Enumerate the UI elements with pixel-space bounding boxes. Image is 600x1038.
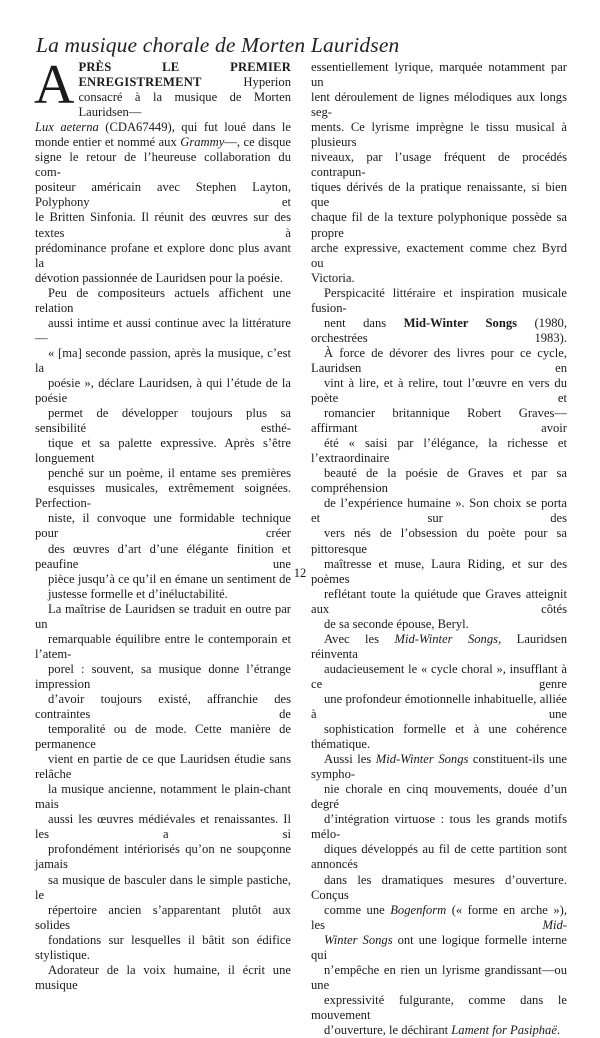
text-line: temporalité ou de mode. Cette manière de permanence bbox=[35, 722, 291, 752]
text-line: Victoria. bbox=[311, 270, 355, 285]
text-line: audacieusement le « cycle choral », insufflant à ce genre bbox=[311, 661, 567, 691]
work-title: Mid- bbox=[542, 917, 567, 932]
text-line: des œuvres d’art d’une élégante finition et peaufine une bbox=[35, 541, 291, 571]
paragraph-literature bbox=[35, 286, 291, 602]
text-span: (1980, orchestrées 1983). bbox=[311, 315, 567, 345]
text-line: n’empêche en rien un lyrisme grandissant—ou une bbox=[311, 962, 567, 992]
text-line: niveaux, par l’usage fréquent de procédés contrapun- bbox=[311, 150, 567, 180]
text-line bbox=[311, 316, 567, 346]
text-line: la musique ancienne, notamment le plain-chant mais bbox=[35, 782, 291, 812]
text-span: (« forme en arche »), les bbox=[311, 902, 567, 932]
lead-in-caps: PRÈS LE PREMIER ENREGISTREMENT bbox=[78, 60, 291, 90]
text-line: vers nés de l’obsession du poète pour sa pittoresque bbox=[311, 526, 567, 556]
text-line: lent déroulement de lignes mélodiques aux longs seg- bbox=[311, 90, 567, 120]
text-line: nie chorale en cinq mouvements, douée d’un degré bbox=[311, 782, 567, 812]
text-line: positeur américain avec Stephen Layton, Polyphony et bbox=[35, 180, 291, 210]
text-line: d’avoir toujours existé, affranchie des contraintes de bbox=[35, 691, 291, 722]
work-title: Mid-Winter Songs bbox=[375, 752, 469, 767]
text-line bbox=[35, 120, 291, 135]
text-line: vient en partie de ce que Lauridsen étudie sans relâche bbox=[35, 752, 291, 782]
paragraph-intro bbox=[34, 54, 291, 286]
text-line: Peu de compositeurs actuels affichent une relation bbox=[35, 285, 291, 315]
text-span: Hyperion bbox=[201, 75, 291, 90]
text-line bbox=[311, 1023, 567, 1038]
text-line: poésie », déclare Lauridsen, à qui l’étude de la poésie bbox=[35, 375, 291, 406]
text-span: d’ouverture, le déchirant bbox=[324, 1023, 452, 1037]
page-number: 12 bbox=[293, 566, 307, 580]
text-line: maîtresse et muse, Laura Riding, et sur des poèmes bbox=[311, 556, 567, 586]
text-line: répertoire ancien s’apparentant plutôt aux solides bbox=[35, 902, 291, 932]
right-column bbox=[311, 60, 567, 1038]
text-line: une profondeur émotionnelle inhabituelle, alliée à une bbox=[311, 691, 567, 722]
text-line: niste, il convoque une formidable technique pour créer bbox=[35, 511, 291, 541]
text-line: signe le retour de l’heureuse collaboration du com- bbox=[35, 150, 291, 180]
text-line: pièce jusqu’à ce qu’il en émane un sentiment de bbox=[48, 571, 291, 586]
text-line: romancier britannique Robert Graves—affirmant avoir bbox=[311, 406, 567, 436]
text-span: , Lauridsen réinventa bbox=[311, 631, 567, 661]
text-line bbox=[311, 752, 567, 782]
text-line: vint à lire, et à relire, tout l’œuvre en vers du poète et bbox=[311, 375, 567, 406]
text-line: Adorateur de la voix humaine, il écrit une musique bbox=[35, 962, 291, 992]
work-title: Mid-Winter Songs bbox=[394, 631, 499, 646]
work-title: Lux aeterna bbox=[35, 120, 99, 135]
text-line: À force de dévorer des livres pour ce cycle, Lauridsen en bbox=[311, 345, 567, 375]
text-span: monde entier et nommé aux bbox=[35, 135, 181, 150]
text-line: reflétant toute la quiétude que Graves atteignit aux côtés bbox=[311, 586, 567, 616]
text-line: consacré à la musique de Morten Lauridsen— bbox=[78, 90, 291, 120]
text-span: (CDA67449), qui fut loué dans le bbox=[98, 120, 291, 135]
line-group bbox=[311, 346, 567, 632]
text-line: d’intégration virtuose : tous les grands motifs mélo- bbox=[311, 812, 567, 842]
text-span: ont une logique formelle interne qui bbox=[311, 932, 567, 962]
text-line bbox=[311, 933, 567, 963]
text-line: ments. Ce lyrisme imprègne le tissu musical à plusieurs bbox=[311, 120, 567, 150]
text-line: dévotion passionnée de Lauridsen pour la poésie. bbox=[35, 270, 283, 285]
text-line bbox=[311, 903, 567, 933]
text-line: été « saisi par l’élégance, la richesse et l’extraordinaire bbox=[311, 436, 567, 466]
text-line: prédominance profane et explore donc plus avant la bbox=[35, 240, 291, 270]
text-line: permet de développer toujours plus sa sensibilité esthé- bbox=[35, 406, 291, 436]
text-line: sa musique de basculer dans le simple pastiche, le bbox=[35, 872, 291, 902]
paragraph-lyricism bbox=[311, 60, 567, 286]
text-line: justesse formelle et d’inéluctabilité. bbox=[48, 586, 228, 601]
text-line: diques développés au fil de cette partition sont annoncés bbox=[311, 842, 567, 872]
left-column bbox=[34, 54, 291, 993]
text-span: constituent-ils une sympho- bbox=[311, 752, 567, 782]
text-line: dans les dramatiques mesures d’ouverture. Conçus bbox=[311, 872, 567, 902]
text-line: aussi intime et aussi continue avec la littérature— bbox=[35, 315, 291, 345]
text-line: chaque fil de la texture polyphonique possède sa propre bbox=[311, 210, 567, 240]
text-line bbox=[311, 632, 567, 662]
text-span: —, ce disque bbox=[224, 135, 291, 150]
text-line: de sa seconde épouse, Beryl. bbox=[324, 616, 469, 631]
award-name: Grammy bbox=[180, 135, 225, 150]
text-line: tiques dérivés de la pratique renaissante, si bien que bbox=[311, 180, 567, 210]
text-line: tique et sa palette expressive. Après s’être longuement bbox=[35, 436, 291, 466]
term-italic: Bogenform bbox=[390, 902, 447, 917]
text-span: Avec les bbox=[324, 631, 395, 646]
text-line: esquisses musicales, extrêmement soignées. Perfection- bbox=[35, 481, 291, 511]
text-span: Aussi les bbox=[324, 752, 376, 767]
text-line bbox=[35, 135, 291, 150]
text-line: remarquable équilibre entre le contemporain et l’atem- bbox=[35, 631, 291, 661]
text-line: le Britten Sinfonia. Il réunit des œuvres sur des textes à bbox=[35, 210, 291, 240]
paragraph-choral-cycle bbox=[311, 632, 567, 1038]
text-line: arche expressive, exactement comme chez Byrd ou bbox=[311, 240, 567, 270]
text-line: sophistication formelle et à une cohérence thématique. bbox=[311, 722, 567, 752]
text-line: expressivité fulgurante, comme dans le mouvement bbox=[311, 992, 567, 1022]
text-line: Perspicacité littéraire et inspiration musicale fusion- bbox=[311, 285, 567, 315]
text-span: nent dans bbox=[324, 315, 404, 330]
page-title: La musique chorale de Morten Lauridsen bbox=[36, 33, 400, 57]
text-line: beauté de la poésie de Graves et par sa compréhension bbox=[311, 466, 567, 496]
work-title: Lament for Pasiphaë bbox=[451, 1023, 557, 1037]
text-line: La maîtrise de Lauridsen se traduit en outre par un bbox=[35, 601, 291, 631]
work-title-bold: Mid-Winter Songs bbox=[403, 315, 518, 330]
text-span: . bbox=[556, 1023, 561, 1037]
text-line: profondément intériorisés qu’on ne soupçonne jamais bbox=[35, 842, 291, 872]
paragraph-mastery bbox=[35, 602, 291, 993]
work-title: Winter Songs bbox=[324, 932, 393, 947]
text-span: comme une bbox=[324, 902, 391, 917]
text-line: essentiellement lyrique, marquée notamment par un bbox=[311, 60, 567, 90]
text-line: « [ma] seconde passion, après la musique, c’est la bbox=[35, 345, 291, 375]
text-line: porel : souvent, sa musique donne l’étrange impression bbox=[35, 661, 291, 691]
text-line: aussi les œuvres médiévales et renaissantes. Il les a si bbox=[35, 812, 291, 842]
text-line: fondations sur lesquelles il bâtit son édifice stylistique. bbox=[35, 932, 291, 962]
drop-cap: A bbox=[34, 54, 75, 116]
text-line: de l’expérience humaine ». Son choix se porta et sur des bbox=[311, 496, 567, 526]
text-line: penché sur un poème, il entame ses premières bbox=[48, 466, 291, 481]
